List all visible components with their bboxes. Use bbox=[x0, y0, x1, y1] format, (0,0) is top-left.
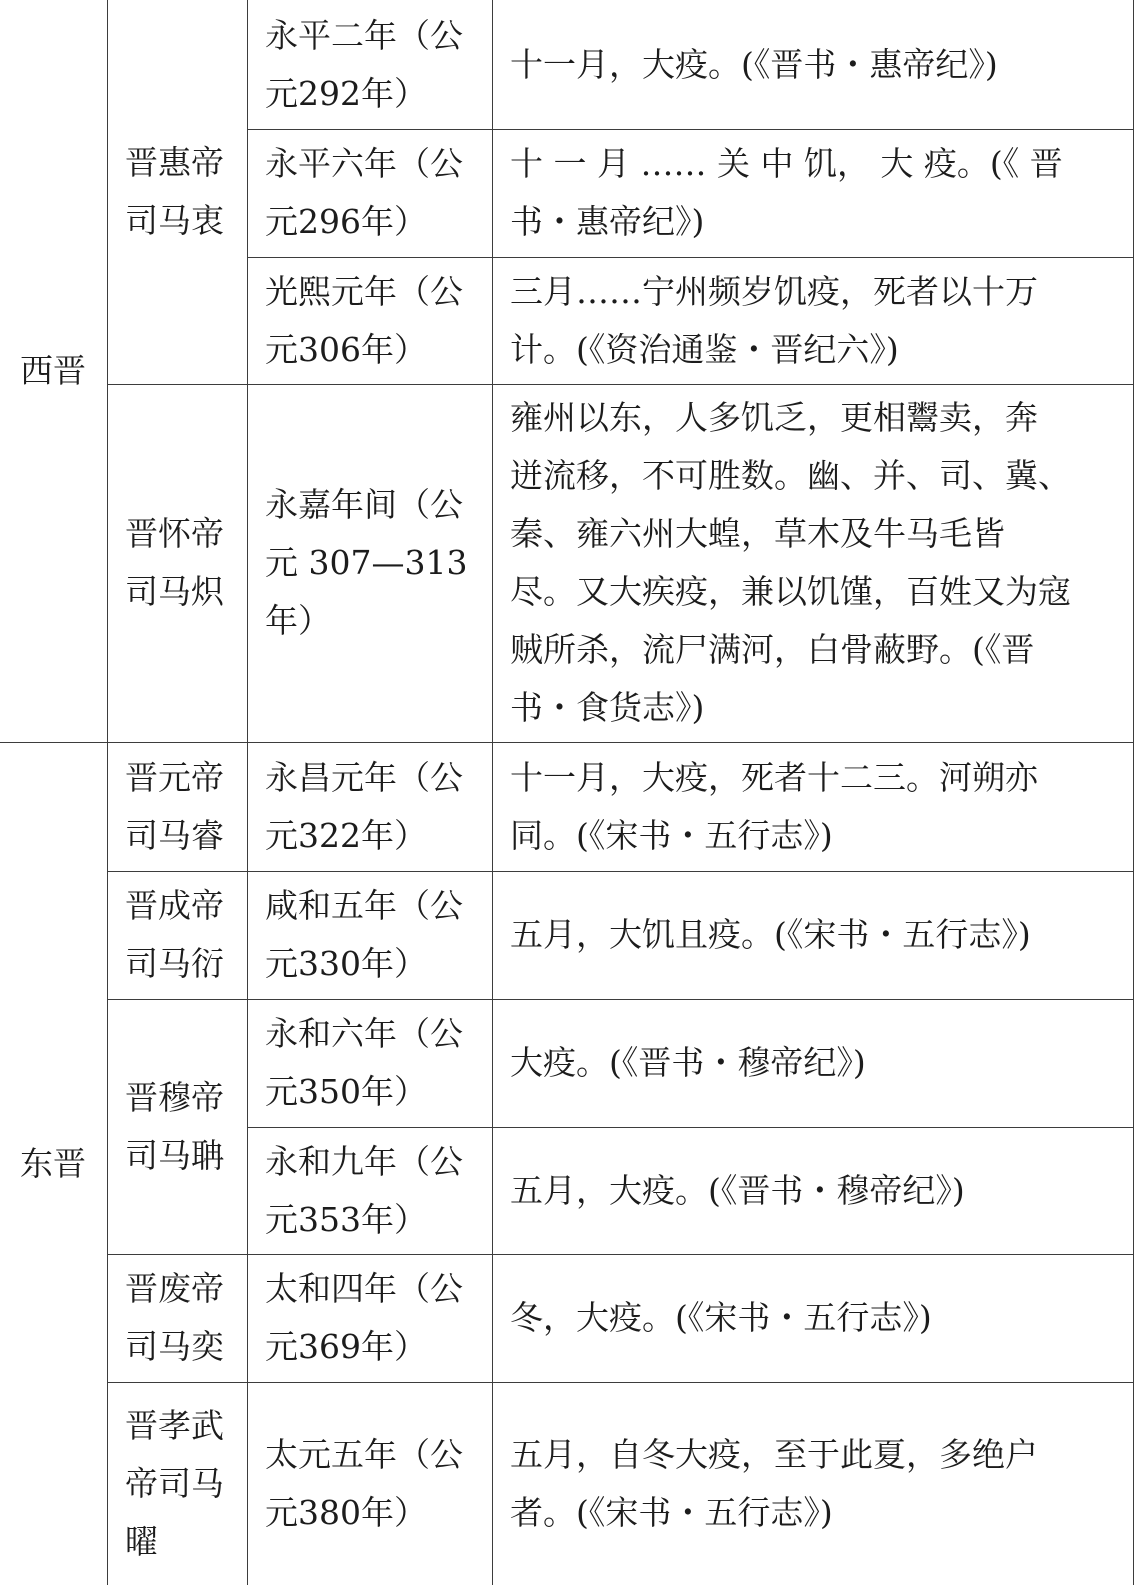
emperor-cell: 晋孝武 帝司马 曜 bbox=[125, 1405, 224, 1561]
year-cell: 永和六年（公 元350年） bbox=[265, 1014, 463, 1111]
year-cell: 咸和五年（公 元330年） bbox=[265, 886, 463, 983]
year-cell: 永平二年（公 元292年） bbox=[265, 15, 463, 113]
record-cell: 雍州以东，人多饥乏，更相鬻卖，奔 迸流移，不可胜数。幽、并、司、冀、 秦、雍六州大蝗，草木及牛马毛皆 尽。又大疾疫，兼以饥馑，百姓又为寇 贼所杀，流尸满河，白骨蔽野。(《晋 书・食货志》) bbox=[510, 398, 1071, 727]
year-cell: 永平六年（公 元296年） bbox=[265, 144, 463, 241]
record-cell: 五月，大饥且疫。(《宋书・五行志》) bbox=[510, 915, 1031, 954]
record-cell: 大疫。(《晋书・穆帝纪》) bbox=[510, 1043, 866, 1082]
emperor-cell: 晋怀帝 司马炽 bbox=[125, 514, 224, 611]
record-cell: 冬，大疫。(《宋书・五行志》) bbox=[510, 1298, 932, 1337]
year-cell: 永和九年（公 元353年） bbox=[265, 1141, 463, 1239]
record-cell: 三月……宁州频岁饥疫，死者以十万 计。(《资治通鉴・晋纪六》) bbox=[510, 271, 1038, 369]
record-cell: 十 一 月 …… 关 中 饥， 大 疫。(《 晋 书・惠帝纪》) bbox=[510, 144, 1063, 241]
record-cell: 五月，大疫。(《晋书・穆帝纪》) bbox=[510, 1170, 965, 1210]
table-rule-vertical bbox=[1133, 0, 1134, 1585]
emperor-cell: 晋元帝 司马睿 bbox=[125, 757, 224, 855]
dynasty-cell: 东晋 bbox=[20, 1143, 86, 1183]
year-cell: 永嘉年间（公 元 307—313 年） bbox=[265, 485, 468, 640]
emperor-cell: 晋成帝 司马衍 bbox=[125, 886, 224, 983]
year-cell: 太和四年（公 元369年） bbox=[265, 1269, 463, 1366]
emperor-cell: 晋穆帝 司马聃 bbox=[125, 1077, 224, 1175]
year-cell: 光熙元年（公 元306年） bbox=[265, 271, 463, 369]
emperor-cell: 晋废帝 司马奕 bbox=[125, 1269, 224, 1366]
emperor-cell: 晋惠帝 司马衷 bbox=[125, 143, 224, 240]
year-cell: 永昌元年（公 元322年） bbox=[265, 757, 463, 855]
record-cell: 五月，自冬大疫，至于此夏，多绝户 者。(《宋书・五行志》) bbox=[510, 1434, 1038, 1532]
dynasty-cell: 西晋 bbox=[20, 351, 86, 390]
year-cell: 太元五年（公 元380年） bbox=[265, 1434, 463, 1532]
record-cell: 十一月，大疫。(《晋书・惠帝纪》) bbox=[510, 44, 998, 84]
record-cell: 十一月，大疫，死者十二三。河朔亦 同。(《宋书・五行志》) bbox=[510, 757, 1038, 855]
